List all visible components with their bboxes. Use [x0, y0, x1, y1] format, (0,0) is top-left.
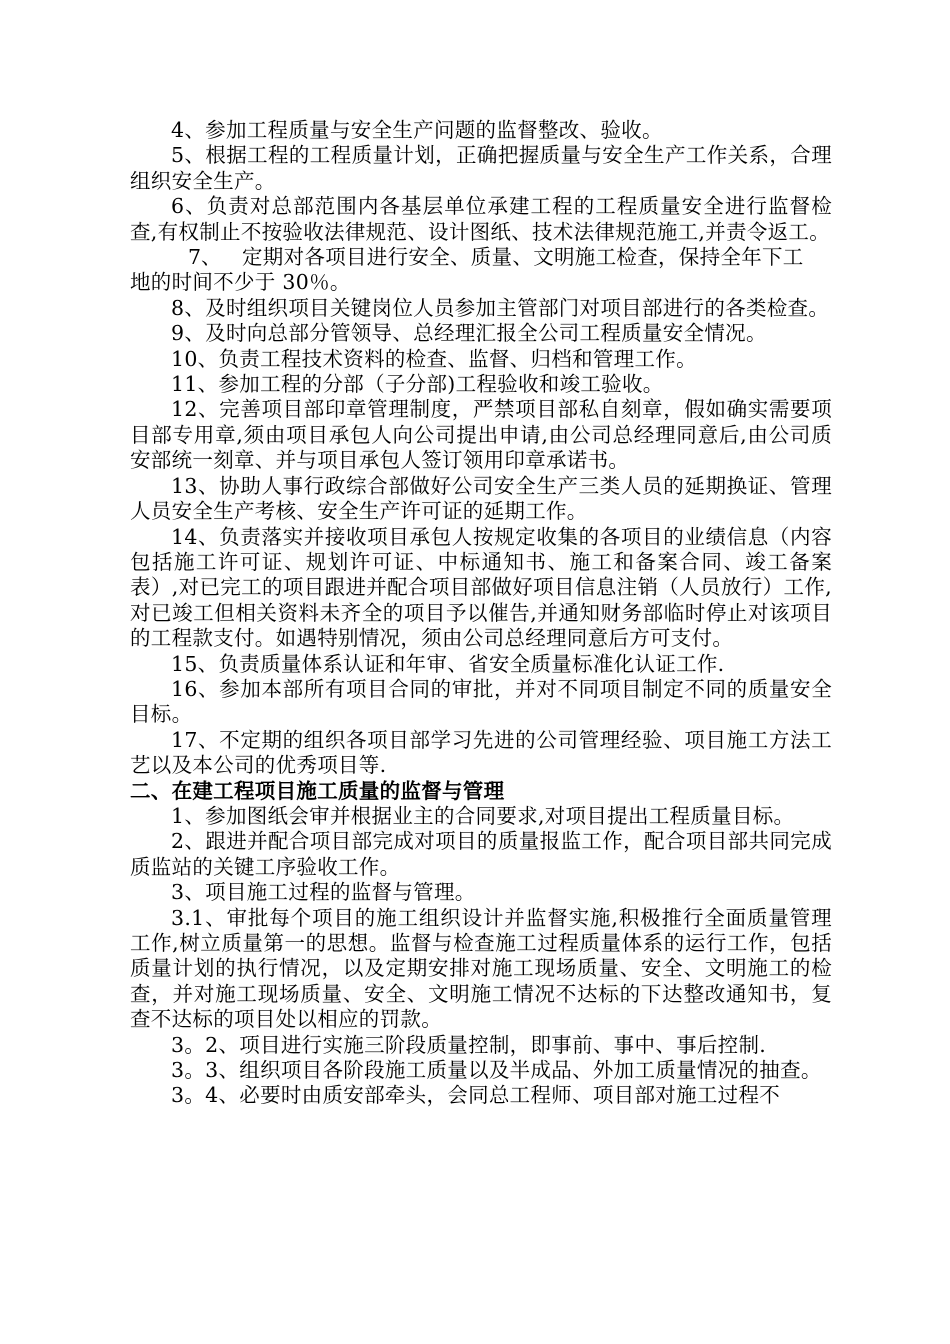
- item-7-number: 7、: [188, 245, 222, 270]
- section-2-item-1: 1、参加图纸会审并根据业主的合同要求,对项目提出工程质量目标。: [171, 803, 795, 828]
- section-2-item-2: 2、跟进并配合项目部完成对项目的质量报监工作，配合项目部共同完成质监站的关键工序验收工作。: [130, 829, 832, 879]
- paragraph-item-14: 14、负责落实并接收项目承包人按规定收集的各项目的业绩信息（内容包括施工许可证、规划许可证、中标通知书、施工和备案合同、竣工备案表）,对已完工的项目跟进并配合项目部做好项目信息注销（人员放行）工作,对已竣工但相关资料未齐全的项目予以催告,并通知财务部临时停止对该项目的工程款支付。如遇特别情况，须由公司总经理同意后方可支付。: [130, 524, 832, 651]
- paragraph-item-15: 15、负责质量体系认证和年审、省安全质量标准化认证工作.: [171, 651, 725, 676]
- paragraph-item-5: 5、根据工程的工程质量计划，正确把握质量与安全生产工作关系，合理组织安全生产。: [130, 143, 832, 193]
- paragraph-item-8: 8、及时组织项目关键岗位人员参加主管部门对项目部进行的各类检查。: [171, 295, 830, 320]
- section-2-item-3-4: 3。4、必要时由质安部牵头，会同总工程师、项目部对施工过程不: [171, 1083, 781, 1108]
- section-heading-2: 二、在建工程项目施工质量的监督与管理: [130, 778, 505, 803]
- section-2-item-3-2: 3。2、项目进行实施三阶段质量控制，即事前、事中、事后控制.: [171, 1032, 767, 1057]
- paragraph-item-13: 13、协助人事行政综合部做好公司安全生产三类人员的延期换证、管理人员安全生产考核、安全生产许可证的延期工作。: [130, 473, 832, 524]
- paragraph-item-11: 11、参加工程的分部（子分部)工程验收和竣工验收。: [171, 372, 664, 397]
- item-7-text: 定期对各项目进行安全、质量、文明施工检查，保持全年下工: [242, 245, 804, 270]
- paragraph-item-6: 6、负责对总部范围内各基层单位承建工程的工程质量安全进行监督检查,有权制止不按验收法律规范、设计图纸、技术法律规范施工,并责令返工。: [130, 194, 832, 244]
- paragraph-item-10: 10、负责工程技术资料的检查、监督、归档和管理工作。: [171, 346, 697, 371]
- section-2-item-3-3: 3。3、组织项目各阶段施工质量以及半成品、外加工质量情况的抽查。: [171, 1058, 822, 1083]
- paragraph-item-12: 12、完善项目部印章管理制度，严禁项目部私自刻章，假如确实需要项目部专用章,须由项目承包人向公司提出申请,由公司总经理同意后,由公司质安部统一刻章、并与项目承包人签订领用印章承诺书。: [130, 397, 832, 473]
- paragraph-item-16: 16、参加本部所有项目合同的审批，并对不同项目制定不同的质量安全目标。: [130, 676, 832, 727]
- section-2-item-3-1: 3.1、审批每个项目的施工组织设计并监督实施,积极推行全面质量管理工作,树立质量第一的思想。监督与检查施工过程质量体系的运行工作，包括质量计划的执行情况，以及定期安排对施工现场质量、安全、文明施工的检查，并对施工现场质量、安全、文明施工情况不达标的下达整改通知书，复查不达标的项目处以相应的罚款。: [130, 905, 832, 1032]
- paragraph-item-9: 9、及时向总部分管领导、总经理汇报全公司工程质量安全情况。: [171, 321, 767, 346]
- document-body: [130, 118, 832, 1109]
- paragraph-item-4: 4、参加工程质量与安全生产问题的监督整改、验收。: [171, 118, 663, 142]
- section-2-item-3: 3、项目施工过程的监督与管理。: [171, 880, 476, 905]
- paragraph-item-7-continued: 地的时间不少于 30％。: [130, 270, 351, 295]
- paragraph-item-17: 17、不定期的组织各项目部学习先进的公司管理经验、项目施工方法工艺以及本公司的优秀项目等.: [130, 727, 832, 778]
- paragraph-item-7: [130, 245, 832, 270]
